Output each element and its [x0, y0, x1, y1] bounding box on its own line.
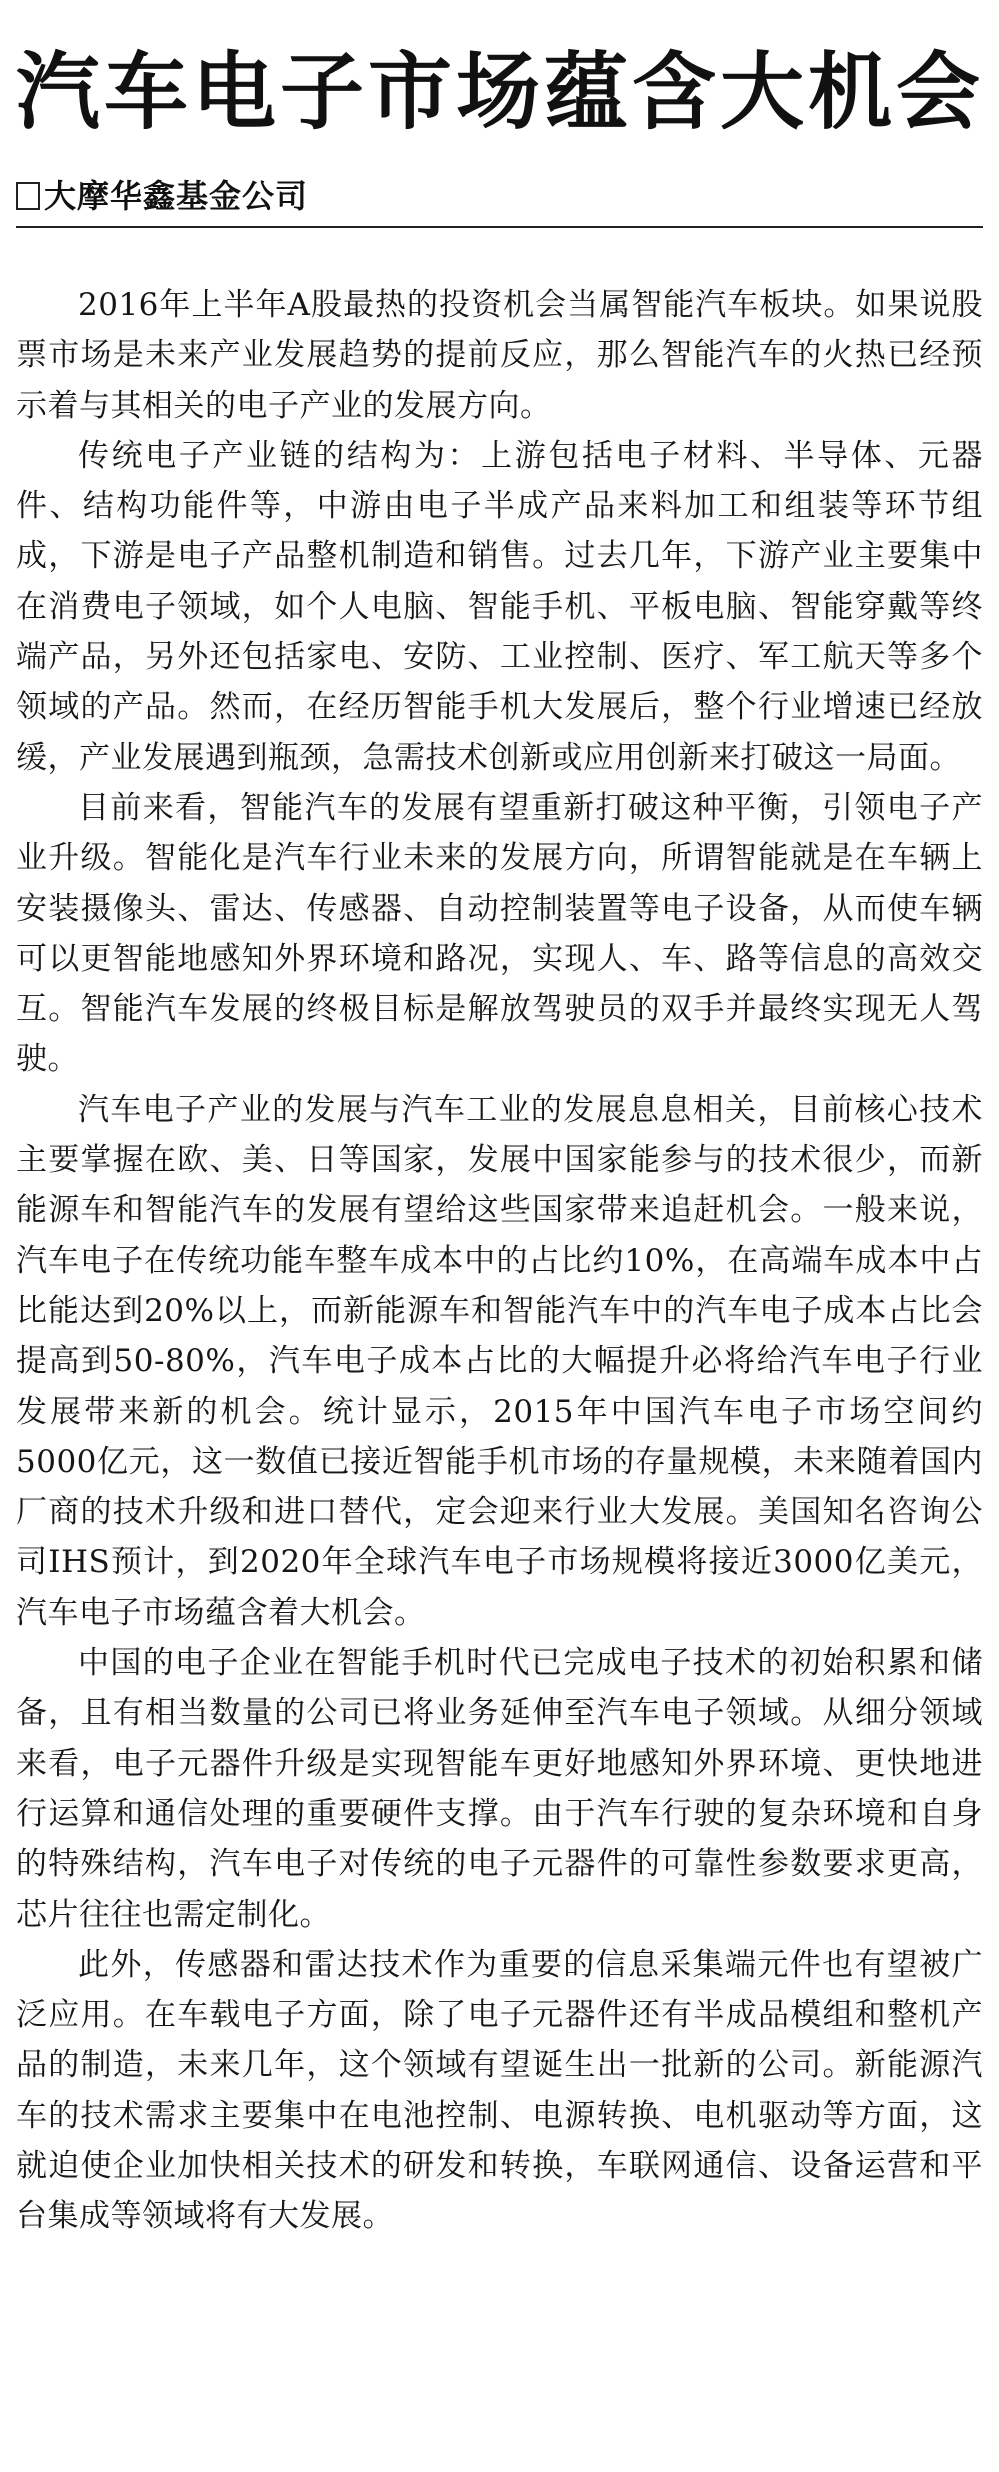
paragraph: 中国的电子企业在智能手机时代已完成电子技术的初始积累和储备，且有相当数量的公司已将业务延伸至汽车电子领域。从细分领域来看，电子元器件升级是实现智能车更好地感知外界环境、更快地进行运算和通信处理的重要硬件支撑。由于汽车行驶的复杂环境和自身的特殊结构，汽车电子对传统的电子元器件的可靠性参数要求更高，芯片往往也需定制化。 [16, 1645, 983, 1933]
headline: 汽车电子市场蕴含大机会 [16, 43, 985, 141]
paragraph: 此外，传感器和雷达技术作为重要的信息采集端元件也有望被广泛应用。在车载电子方面，除了电子元器件还有半成品模组和整机产品的制造，未来几年，这个领域有望诞生出一批新的公司。新能源汽车的技术需求主要集中在电池控制、电源转换、电机驱动等方面，这就迫使企业加快相关技术的研发和转换，车联网通信、设备运营和平台集成等领域将有大发展。 [16, 1946, 983, 2235]
paragraph: 目前来看，智能汽车的发展有望重新打破这种平衡，引领电子产业升级。智能化是汽车行业未来的发展方向，所谓智能就是在车辆上安装摄像头、雷达、传感器、自动控制装置等电子设备，从而使车辆可以更智能地感知外界环境和路况，实现人、车、路等信息的高效交互。智能汽车发展的终极目标是解放驾驶员的双手并最终实现无人驾驶。 [16, 789, 983, 1078]
byline-row [16, 174, 983, 218]
article-body [16, 280, 983, 2242]
byline-divider [16, 226, 983, 228]
paragraph: 2016年上半年A股最热的投资机会当属智能汽车板块。如果说股票市场是未来产业发展趋势的提前反应，那么智能汽车的火热已经预示着与其相关的电子产业的发展方向。 [16, 287, 983, 424]
byline-box-icon [16, 182, 40, 210]
byline: 大摩华鑫基金公司 [44, 177, 309, 215]
paragraph: 传统电子产业链的结构为：上游包括电子材料、半导体、元器件、结构功能件等，中游由电子半成产品来料加工和组装等环节组成，下游是电子产品整机制造和销售。过去几年，下游产业主要集中在消费电子领域，如个人电脑、智能手机、平板电脑、智能穿戴等终端产品，另外还包括家电、安防、工业控制、医疗、军工航天等多个领域的产品。然而，在经历智能手机大发展后，整个行业增速已经放缓，产业发展遇到瓶颈，急需技术创新或应用创新来打破这一局面。 [16, 437, 983, 776]
paragraph: 汽车电子产业的发展与汽车工业的发展息息相关，目前核心技术主要掌握在欧、美、日等国家，发展中国家能参与的技术很少，而新能源车和智能汽车的发展有望给这些国家带来追赶机会。一般来说，汽车电子在传统功能车整车成本中的占比约10%，在高端车成本中占比能达到20%以上，而新能源车和智能汽车中的汽车电子成本占比会提高到50-80%，汽车电子成本占比的大幅提升必将给汽车电子行业发展带来新的机会。统计显示，2015年中国汽车电子市场空间约5000亿元，这一数值已接近智能手机市场的存量规模，未来随着国内厂商的技术升级和进口替代，定会迎来行业大发展。美国知名咨询公司IHS预计，到2020年全球汽车电子市场规模将接近3000亿美元，汽车电子市场蕴含着大机会。 [16, 1091, 983, 1631]
